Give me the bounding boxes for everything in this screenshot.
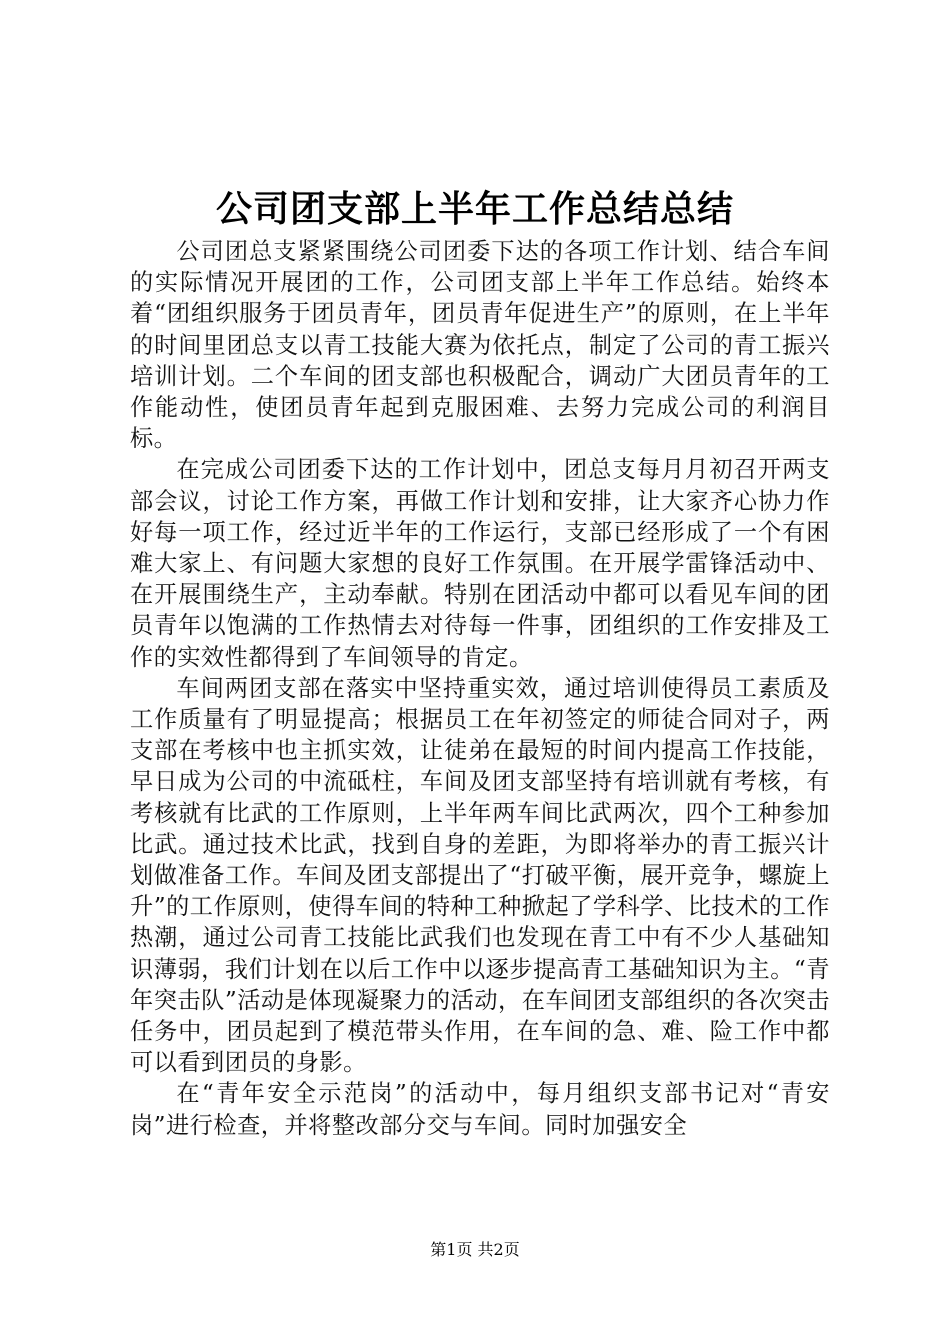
document-title: 公司团支部上半年工作总结总结: [215, 189, 734, 230]
paragraph-4: 在“青年安全示范岗”的活动中，每月组织支部书记对“青安岗”进行检查，并将整改部分交与车间。同时加强安全: [130, 1080, 830, 1139]
paragraph-1: 公司团总支紧紧围绕公司团委下达的各项工作计划、结合车间的实际情况开展团的工作，公司团支部上半年工作总结。始终本着“团组织服务于团员青年，团员青年促进生产”的原则，在上半年的时间里团总支以青工技能大赛为依托点，制定了公司的青工振兴培训计划。二个车间的团支部也积极配合，调动广大团员青年的工作能动性，使团员青年起到克服困难、去努力完成公司的利润目标。: [130, 238, 830, 453]
paragraph-3: 车间两团支部在落实中坚持重实效，通过培训使得员工素质及工作质量有了明显提高；根据员工在年初签定的师徒合同对子，两支部在考核中也主抓实效，让徒弟在最短的时间内提高工作技能，早日成为公司的中流砥柱，车间及团支部坚持有培训就有考核，有考核就有比武的工作原则，上半年两车间比武两次，四个工种参加比武。通过技术比武，找到自身的差距，为即将举办的青工振兴计划做准备工作。车间及团支部提出了“打破平衡，展开竞争，螺旋上升”的工作原则，使得车间的特种工种掀起了学科学、比技术的工作热潮，通过公司青工技能比武我们也发现在青工中有不少人基础知识薄弱，我们计划在以后工作中以逐步提高青工基础知识为主。“青年突击队”活动是体现凝聚力的活动，在车间团支部组织的各次突击任务中，团员起到了模范带头作用，在车间的急、难、险工作中都可以看到团员的身影。: [130, 674, 830, 1077]
document-body: [130, 236, 830, 1141]
page-footer: 第1页 共2页: [430, 1240, 520, 1259]
paragraph-2: 在完成公司团委下达的工作计划中，团总支每月月初召开两支部会议，讨论工作方案，再做工作计划和安排，让大家齐心协力作好每一项工作，经过近半年的工作运行，支部已经形成了一个有困难大家上、有问题大家想的良好工作氛围。在开展学雷锋活动中、在开展围绕生产，主动奉献。特别在团活动中都可以看见车间的团员青年以饱满的工作热情去对待每一件事，团组织的工作安排及工作的实效性都得到了车间领导的肯定。: [130, 456, 830, 671]
